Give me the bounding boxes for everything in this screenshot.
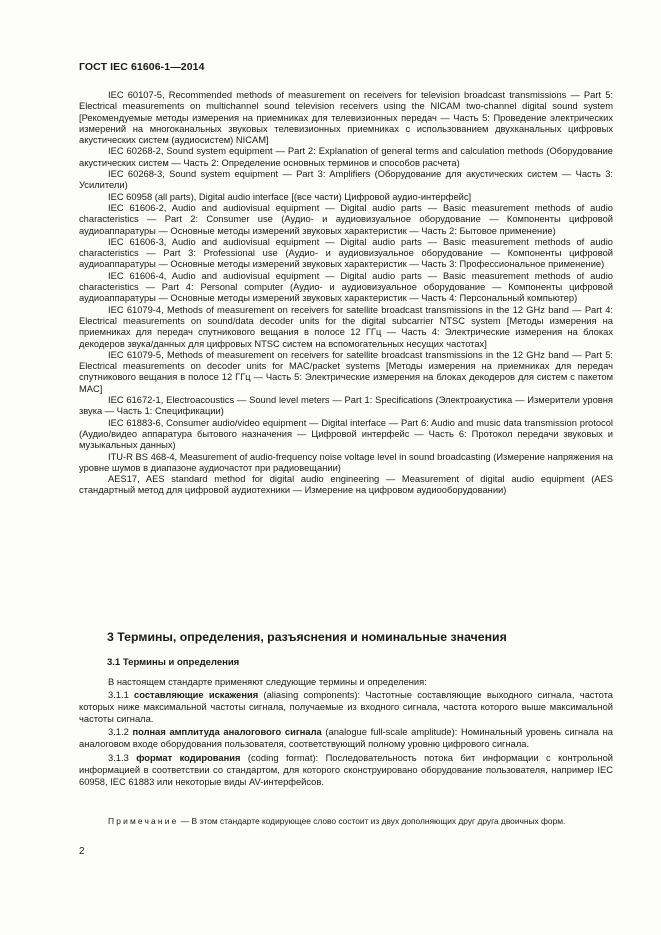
subsection-heading: 3.1 Термины и определения xyxy=(107,657,240,668)
term-name: полная амплитуда аналогового сигнала xyxy=(132,727,322,738)
reference-item: IEC 61672-1, Electroacoustics — Sound level meters — Part 1: Specifications (Электроакустика — Измерители уровня звука — Часть 1: Спецификации) xyxy=(79,395,613,417)
reference-item: IEC 61606-3, Audio and audiovisual equipment — Digital audio parts — Basic measurement methods of audio characteristics — Part 3: Professional use (Аудио- и аудиовизуальное оборудование — Компоненты цифровой аудиоаппаратуры — Основные методы измерений звуковых характеристик — Часть 3: Профессиональное применение) xyxy=(79,236,613,270)
note-text: — В этом стандарте кодирующее слово состоит из двух дополняющих друг друга двоичных форм. xyxy=(178,816,566,826)
note-label: Примечание xyxy=(108,816,179,826)
reference-item: IEC 60958 (all parts), Digital audio interface [(все части) Цифровой аудио-интерфейс] xyxy=(108,191,472,202)
reference-item: IEC 60268-3, Sound system equipment — Part 3: Amplifiers (Оборудование для акустических систем — Часть 3: Усилители) xyxy=(79,169,613,191)
reference-item: IEC 61883-6, Consumer audio/video equipment — Digital interface — Part 6: Audio and music data transmission protocol (Аудио/видео аппаратура бытового назначения — Цифровой интерфейс — Часть 6: Протокол передачи звуковых и музыкальных данных) xyxy=(79,417,613,451)
reference-item: IEC 60268-2, Sound system equipment — Part 2: Explanation of general terms and calculation methods (Оборудование акустических систем — Часть 2: Определение основных терминов и способов расчета) xyxy=(79,146,613,168)
term-definition: (coding format): Последовательность потока бит информации с контрольной информацией в соответствии со стандартом, для которого сконструировано оборудование пользователя, например IEC 60958, IEC 61883 или некоторые виды AV-интерфейсов. xyxy=(79,752,613,787)
term-number: 3.1.3 xyxy=(108,752,129,763)
definitions xyxy=(79,676,613,789)
section-heading: 3 Термины, определения, разъяснения и номинальные значения xyxy=(107,630,507,644)
term-name: формат кодирования xyxy=(136,752,241,763)
reference-item: IEC 61079-4, Methods of measurement on receivers for satellite broadcast transmissions in the 12 GHz band — Part 4: Electrical measurements on sound/data decoder units for the digital subcarrier NTSC system [Методы измерения на приемниках для передач спутникового вещания в полосе 12 ГГц — Часть 4: Электрические измерения на блоках декодеров звука/данных для цифровых NTSC систем на вспомогательных несущих частотах] xyxy=(79,304,613,349)
reference-item: IEC 61606-2, Audio and audiovisual equipment — Digital audio parts — Basic measurement methods of audio characteristics — Part 2: Consumer use (Аудио- и аудиовизуальное оборудование — Компоненты цифровой аудиоаппаратуры — Основные методы измерений звуковых характеристик — Часть 2: Бытовое применение) xyxy=(79,202,613,236)
term-number: 3.1.2 xyxy=(108,727,129,738)
definition-item xyxy=(79,752,613,788)
reference-item: AES17, AES standard method for digital audio engineering — Measurement of digital audio equipment (AES стандартный метод для цифровой аудиотехники — Измерение на цифровом аудиооборудовании) xyxy=(79,474,613,496)
term-name: составляющие искажения xyxy=(134,690,259,701)
definition-item xyxy=(79,689,613,725)
reference-item: IEC 60107-5, Recommended methods of measurement on receivers for television broadcast transmissions — Part 5: Electrical measurements on multichannel sound television receivers using the NICAM two-channel digital sound system [Рекомендуемые методы измерения на приемниках для телевизионных передач — Часть 5: Проведение электрических измерений на многоканальных звуковых телевизионных приемниках с использованием двухканальных цифровых акустических систем (аудиосистем) NICAM] xyxy=(79,90,613,146)
reference-item: IEC 61079-5, Methods of measurement on receivers for satellite broadcast transmissions in the 12 GHz band — Part 5: Electrical measurements on decoder units for MAC/packet systems [Методы измерения на приемниках для передач спутникового вещания в полосе 12 ГГц — Часть 5: Электрические измерения на блоках декодеров для систем с пакетом MAC] xyxy=(79,349,613,394)
term-definition: (analogue full-scale amplitude): Номинальный уровень сигнала на аналоговом входе оборудования пользователя, соответствующий полному уровню цифрового сигнала. xyxy=(79,727,613,750)
page-number: 2 xyxy=(79,846,85,857)
standard-header: ГОСТ IEC 61606-1—2014 xyxy=(79,61,205,73)
definitions-intro: В настоящем стандарте применяют следующие термины и определения: xyxy=(108,677,427,687)
term-definition: (aliasing components): Частотные составляющие выходного сигнала, частота которых ниже максимальной частоты сигнала, получаемые из входного сигнала, частота которого выше максимальной частоты сигнала. xyxy=(79,690,613,725)
reference-item: IEC 61606-4, Audio and audiovisual equipment — Digital audio parts — Basic measurement methods of audio characteristics — Part 4: Personal computer (Аудио- и аудиовизуальное оборудование — Компоненты цифровой аудиоаппаратуры — Основные методы измерений звуковых характеристик — Часть 4: Персональный компьютер) xyxy=(79,270,613,304)
term-number: 3.1.1 xyxy=(108,690,129,701)
normative-references xyxy=(79,90,613,497)
definition-item xyxy=(79,726,613,750)
reference-item: ITU-R BS 468-4, Measurement of audio-frequency noise voltage level in sound broadcasting (Измерение напряжения на уровне шумов в диапазоне аудиочастот при радиовещании) xyxy=(79,451,613,473)
note xyxy=(79,816,613,828)
